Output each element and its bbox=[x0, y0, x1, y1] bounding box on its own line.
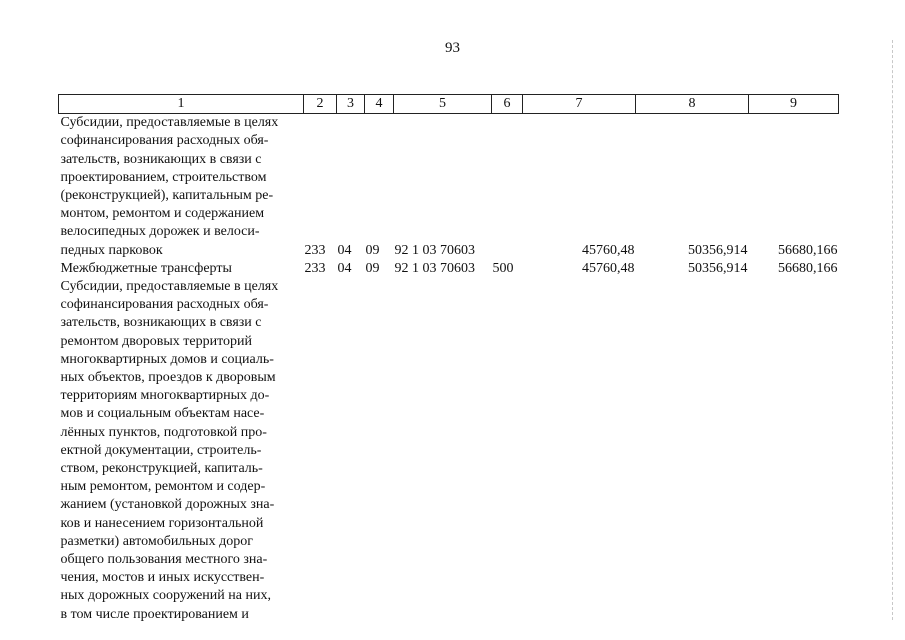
description-line: софинансирования расходных обя- bbox=[60, 133, 269, 149]
description-line: монтом, ремонтом и содержанием bbox=[60, 206, 265, 222]
description-line: Субсидии, предоставляемые в целях bbox=[60, 115, 279, 131]
description-line: разметки) автомобильных дорог bbox=[60, 533, 253, 549]
cell-col-3: 04 bbox=[337, 242, 352, 258]
cell-col-4: 09 bbox=[365, 260, 380, 276]
cell-col-4 bbox=[365, 278, 394, 624]
cell-col-7 bbox=[523, 278, 636, 624]
description-line: мов и социальным объектам насе- bbox=[60, 406, 265, 422]
header-col-9: 9 bbox=[749, 95, 839, 114]
header-col-3: 3 bbox=[337, 95, 365, 114]
table-row bbox=[59, 260, 839, 278]
description-line: ектной документации, строитель- bbox=[60, 442, 262, 458]
scan-edge-line bbox=[891, 40, 893, 620]
header-col-4: 4 bbox=[365, 95, 394, 114]
description-line: педных парковок bbox=[60, 242, 163, 258]
row-description bbox=[59, 278, 304, 624]
cell-col-9: 56680,166 bbox=[778, 260, 838, 276]
budget-table bbox=[58, 94, 839, 624]
cell-col-8: 50356,914 bbox=[688, 260, 748, 276]
header-col-7: 7 bbox=[523, 95, 636, 114]
cell-col-2: 233 bbox=[304, 260, 326, 276]
row-description bbox=[59, 260, 304, 278]
cell-col-3 bbox=[337, 278, 365, 624]
cell-col-4: 09 bbox=[365, 242, 380, 258]
description-line: велосипедных дорожек и велоси- bbox=[60, 224, 260, 240]
cell-col-6: 500 bbox=[492, 260, 514, 276]
description-line: общего пользования местного зна- bbox=[60, 552, 268, 568]
description-line: лённых пунктов, подготовкой про- bbox=[60, 424, 267, 440]
cell-col-9 bbox=[749, 278, 839, 624]
header-col-1: 1 bbox=[59, 95, 304, 114]
cell-col-9: 56680,166 bbox=[778, 242, 838, 258]
cell-col-8 bbox=[636, 278, 749, 624]
description-line: (реконструкцией), капитальным ре- bbox=[60, 188, 274, 204]
description-line: территориям многоквартирных до- bbox=[60, 388, 270, 404]
description-line: ных объектов, проездов к дворовым bbox=[60, 370, 276, 386]
cell-col-6 bbox=[492, 114, 523, 260]
header-row bbox=[59, 95, 839, 114]
header-col-6: 6 bbox=[492, 95, 523, 114]
header-col-2: 2 bbox=[304, 95, 337, 114]
description-line: проектированием, строительством bbox=[60, 169, 267, 185]
description-line: ным ремонтом, ремонтом и содер- bbox=[60, 479, 266, 495]
cell-col-7: 45760,48 bbox=[582, 260, 635, 276]
cell-col-5: 92 1 03 70603 bbox=[394, 242, 475, 258]
cell-col-8: 50356,914 bbox=[688, 242, 748, 258]
description-line: зательств, возникающих в связи с bbox=[60, 315, 262, 331]
header-col-8: 8 bbox=[636, 95, 749, 114]
cell-col-2: 233 bbox=[304, 242, 326, 258]
row-description bbox=[59, 114, 304, 260]
page-number: 93 bbox=[445, 40, 460, 56]
header-col-5: 5 bbox=[394, 95, 492, 114]
description-line: софинансирования расходных обя- bbox=[60, 297, 269, 313]
description-line: зательств, возникающих в связи с bbox=[60, 151, 262, 167]
cell-col-6 bbox=[492, 278, 523, 624]
cell-col-3: 04 bbox=[337, 260, 352, 276]
table-row bbox=[59, 278, 839, 624]
description-line: ством, реконструкцией, капиталь- bbox=[60, 461, 263, 477]
description-line: Межбюджетные трансферты bbox=[60, 260, 232, 276]
description-line: ремонтом дворовых территорий bbox=[60, 333, 252, 349]
description-line: ных дорожных сооружений на них, bbox=[60, 588, 271, 604]
cell-col-5: 92 1 03 70603 bbox=[394, 260, 475, 276]
description-line: многоквартирных домов и социаль- bbox=[60, 351, 274, 367]
cell-col-5 bbox=[394, 278, 492, 624]
description-line: Субсидии, предоставляемые в целях bbox=[60, 279, 279, 295]
table-row bbox=[59, 114, 839, 260]
cell-col-7: 45760,48 bbox=[582, 242, 635, 258]
description-line: в том числе проектированием и bbox=[60, 606, 249, 622]
description-line: ков и нанесением горизонтальной bbox=[60, 515, 264, 531]
cell-col-2 bbox=[304, 278, 337, 624]
description-line: чения, мостов и иных искусствен- bbox=[60, 570, 265, 586]
description-line: жанием (установкой дорожных зна- bbox=[60, 497, 275, 513]
